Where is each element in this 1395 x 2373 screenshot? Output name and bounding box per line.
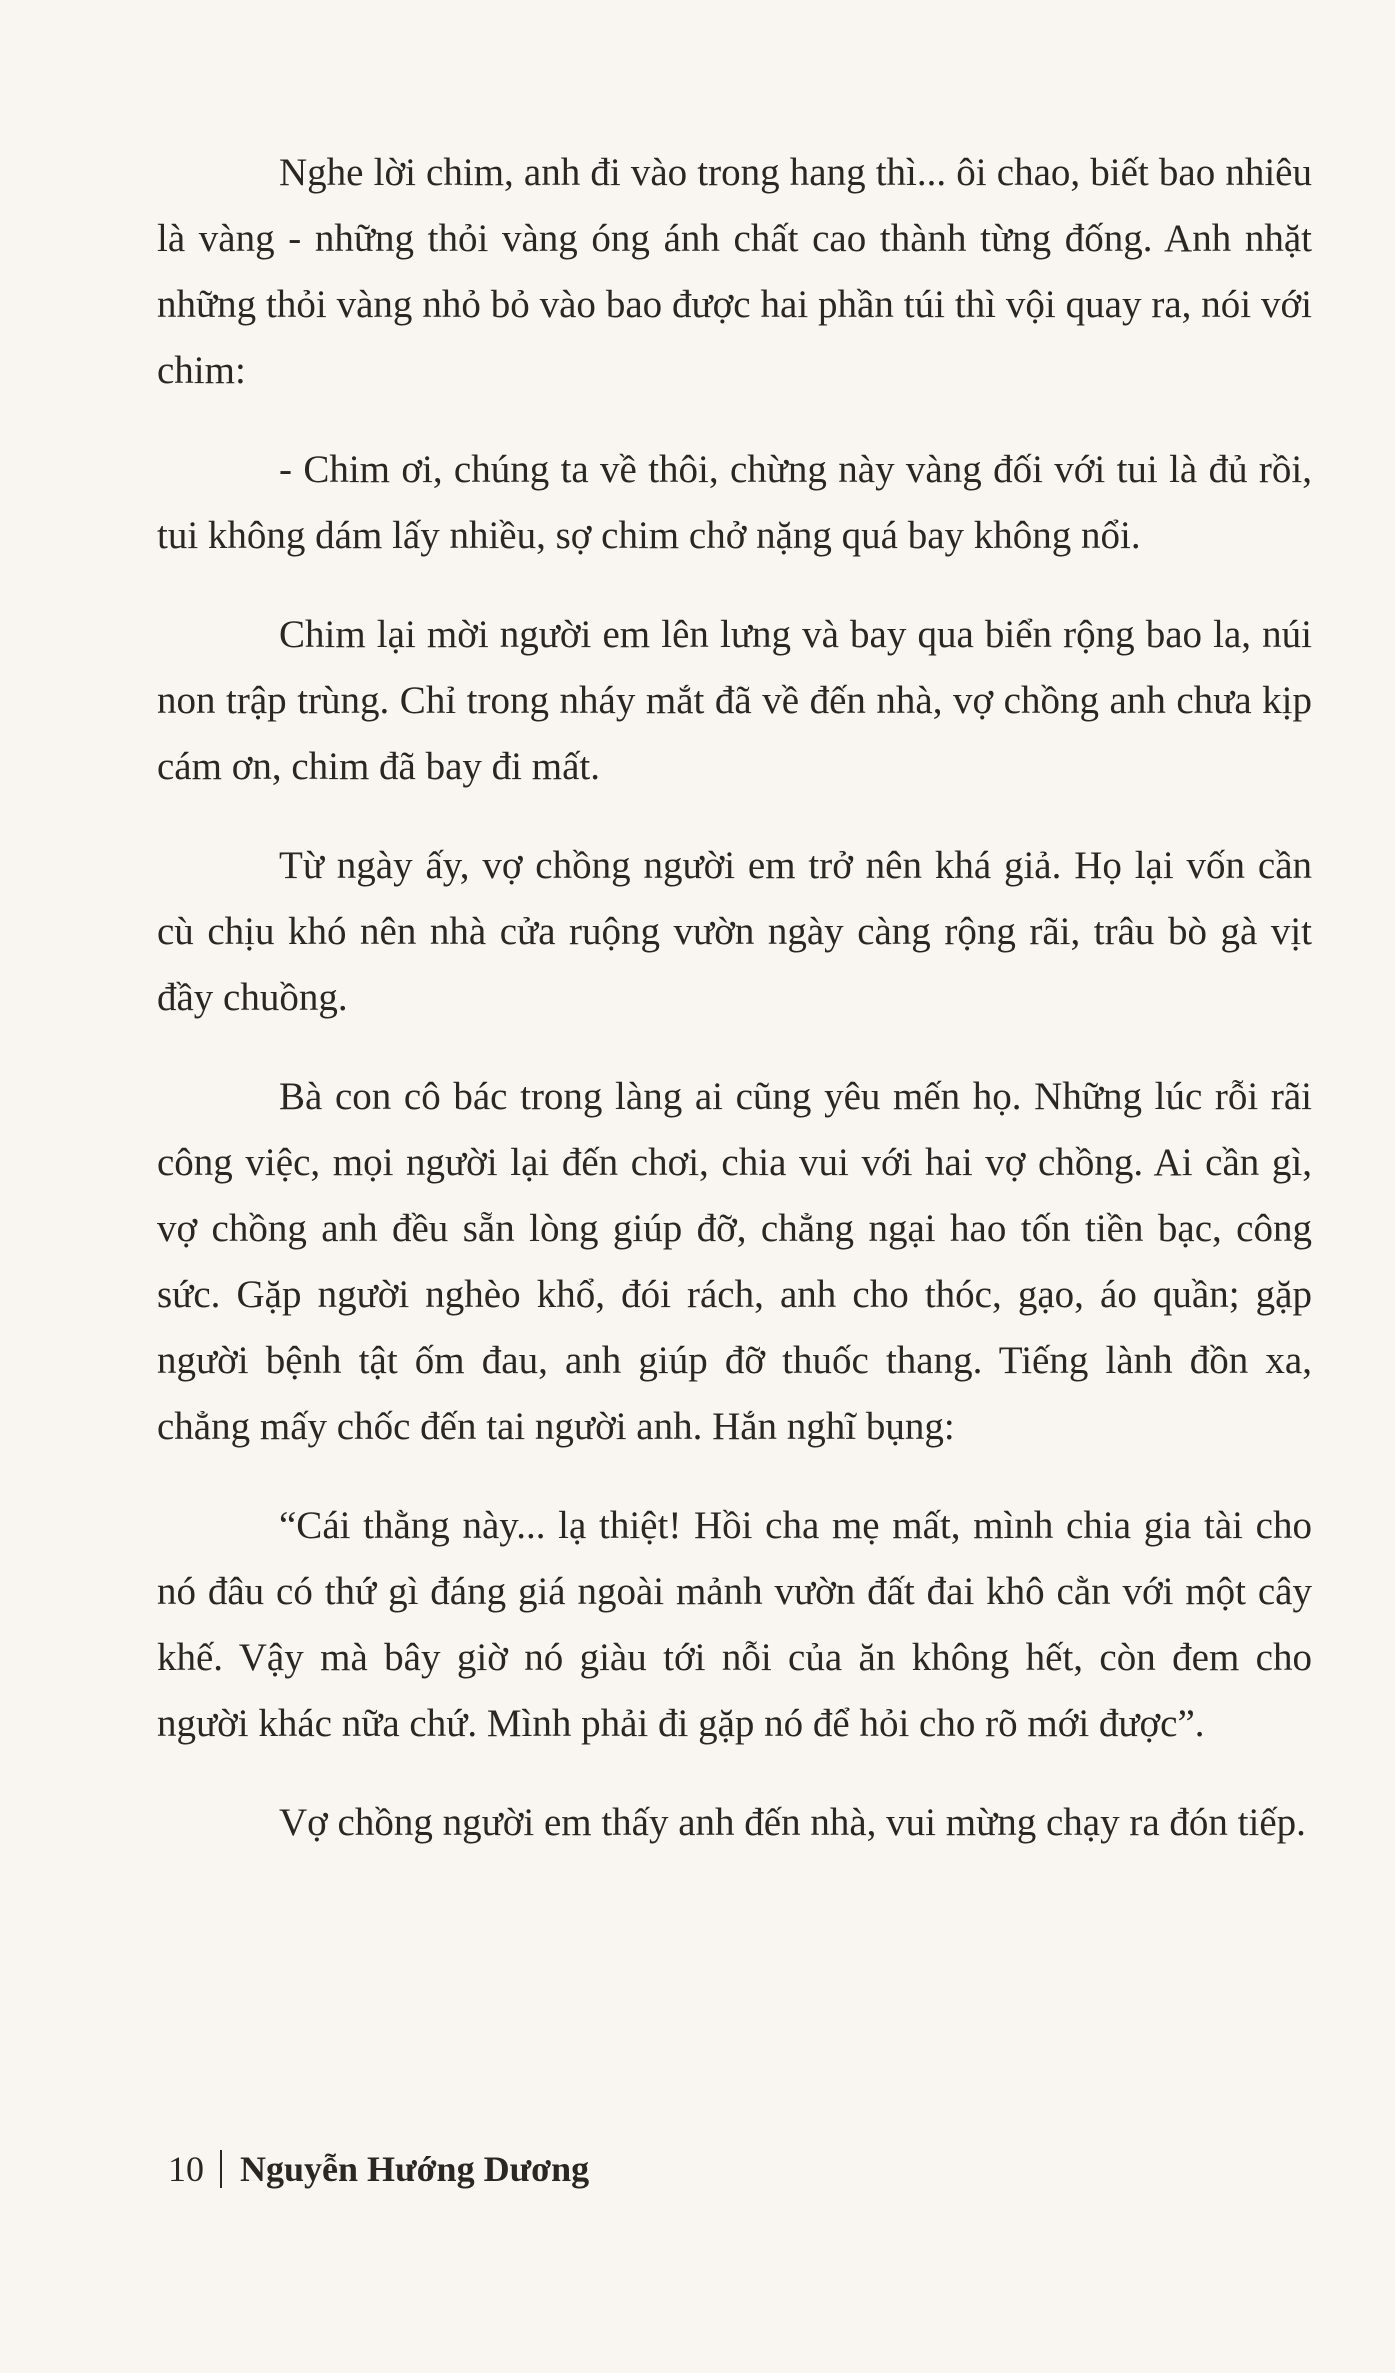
paragraph-1: Nghe lời chim, anh đi vào trong hang thì... ôi chao, biết bao nhiêu là vàng - những thỏi vàng óng ánh chất cao thành từng đống. Anh nhặt những thỏi vàng nhỏ bỏ vào bao được hai phần túi thì vội quay ra, nói với chim: [157,151,1312,392]
page-number: 10 [168,2149,204,2189]
page-body-text [157,140,1312,1889]
paragraph-2: - Chim ơi, chúng ta về thôi, chừng này vàng đối với tui là đủ rồi, tui không dám lấy nhiều, sợ chim chở nặng quá bay không nổi. [157,448,1312,557]
paragraph-4: Từ ngày ấy, vợ chồng người em trở nên khá giả. Họ lại vốn cần cù chịu khó nên nhà cửa ruộng vườn ngày càng rộng rãi, trâu bò gà vịt đầy chuồng. [157,844,1312,1019]
footer-separator [220,2150,222,2188]
paragraph-3: Chim lại mời người em lên lưng và bay qua biển rộng bao la, núi non trập trùng. Chỉ trong nháy mắt đã về đến nhà, vợ chồng anh chưa kịp cám ơn, chim đã bay đi mất. [157,613,1312,788]
page-footer [168,2148,589,2190]
paragraph-6: “Cái thằng này... lạ thiệt! Hồi cha mẹ mất, mình chia gia tài cho nó đâu có thứ gì đáng giá ngoài mảnh vườn đất đai khô cằn với một cây khế. Vậy mà bây giờ nó giàu tới nỗi của ăn không hết, còn đem cho người khác nữa chứ. Mình phải đi gặp nó để hỏi cho rõ mới được”. [157,1504,1312,1745]
paragraph-7: Vợ chồng người em thấy anh đến nhà, vui mừng chạy ra đón tiếp. [279,1801,1306,1844]
paragraph-5: Bà con cô bác trong làng ai cũng yêu mến họ. Những lúc rỗi rãi công việc, mọi người lại đến chơi, chia vui với hai vợ chồng. Ai cần gì, vợ chồng anh đều sẵn lòng giúp đỡ, chẳng ngại hao tốn tiền bạc, công sức. Gặp người nghèo khổ, đói rách, anh cho thóc, gạo, áo quần; gặp người bệnh tật ốm đau, anh giúp đỡ thuốc thang. Tiếng lành đồn xa, chẳng mấy chốc đến tai người anh. Hắn nghĩ bụng: [157,1075,1312,1448]
author-name: Nguyễn Hướng Dương [240,2149,590,2189]
